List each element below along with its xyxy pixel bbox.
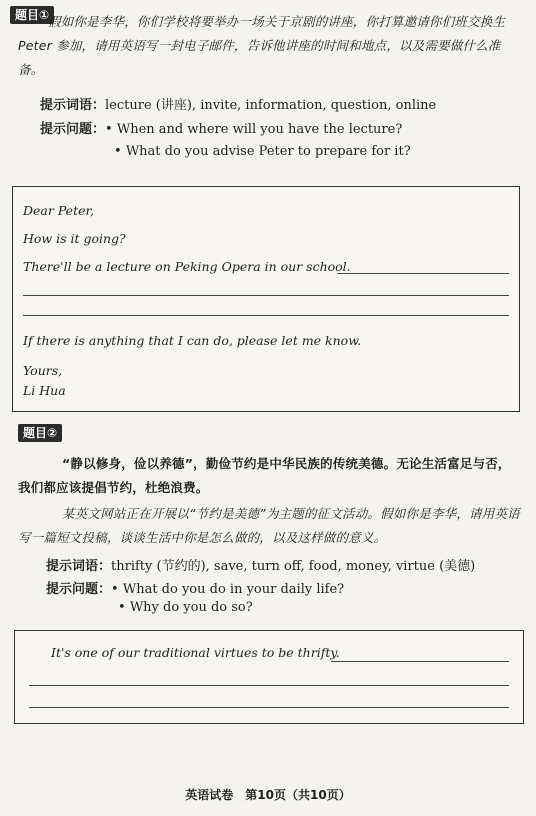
letter-line-2: There'll be a lecture on Peking Opera in our school. [23,259,351,274]
q1-keywords-row [40,94,436,113]
q1-tag: 题目① [10,6,54,24]
q1-question-1: When and where will you have the lecture? [116,122,403,137]
q2-prompt: 某英文网站正在开展以“节约是美德”为主题的征文活动。假如你是李华，请用英语写一篇短文投稿，谈谈生活中你是怎么做的，以及这样做的意义。 [18,506,520,545]
q2-question-2-row [118,600,253,615]
q2-keywords: thrifty (节约的), save, turn off, food, money, virtue (美德) [111,559,476,574]
page-footer: 英语试卷 第10页（共10页） [185,788,351,802]
letter-closing-line: If there is anything that I can do, please let me know. [23,333,362,348]
letter-line-1: How is it going? [23,231,126,246]
q2-intro: “静以修身，俭以养德”，勤俭节约是中华民族的传统美德。无论生活富足与否，我们都应该提倡节约，杜绝浪费。 [18,456,511,495]
q2-question-2: Why do you do so? [129,600,253,615]
q1-questions-label: 提示问题： [40,122,106,137]
bullet-icon: • [118,600,130,615]
q1-question-2: What do you advise Peter to prepare for it? [125,144,411,159]
answer-line[interactable] [29,707,509,708]
q2-keywords-row [46,555,475,574]
essay-start: It's one of our traditional virtues to be thrifty. [51,645,340,660]
letter-greeting: Dear Peter, [23,203,95,218]
letter-name: Li Hua [23,383,66,398]
q2-question-1: What do you do in your daily life? [122,582,345,597]
bullet-icon: • [114,144,126,159]
answer-line[interactable] [337,273,509,274]
bullet-icon: • [105,122,117,137]
q1-keywords: lecture (讲座), invite, information, question, online [105,98,437,113]
q2-keywords-label: 提示词语： [46,559,112,574]
answer-line[interactable] [23,315,509,316]
q1-answer-box [12,186,520,412]
answer-line[interactable] [29,685,509,686]
answer-line[interactable] [331,661,509,662]
q2-questions-row [46,578,344,597]
q2-questions-label: 提示问题： [46,582,112,597]
q2-answer-box [14,630,524,724]
q1-prompt: 假如你是李华，你们学校将要举办一场关于京剧的讲座，你打算邀请你们班交换生 Peter 参加，请用英语写一封电子邮件，告诉他讲座的时间和地点，以及需要做什么准备。 [18,14,506,77]
q1-keywords-label: 提示词语： [40,98,106,113]
q1-questions-row [40,118,402,137]
q1-question-2-row [114,144,411,159]
letter-signoff: Yours, [23,363,63,378]
answer-line[interactable] [23,295,509,296]
bullet-icon: • [111,582,123,597]
q2-tag: 题目② [18,424,62,442]
